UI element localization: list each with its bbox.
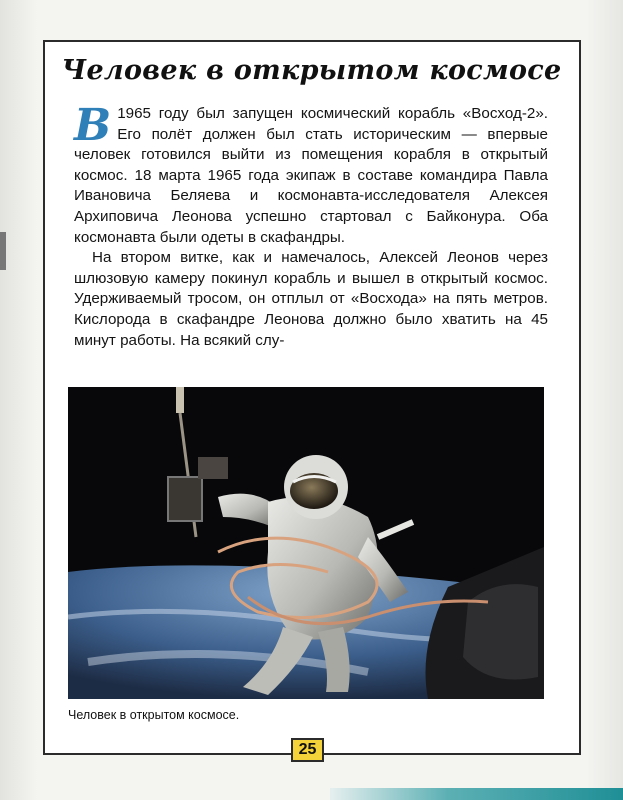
article-body — [74, 100, 548, 351]
drop-cap: В — [74, 100, 112, 151]
page-title: Человек в открытом космосе — [61, 55, 562, 86]
binding-mark — [0, 232, 6, 270]
spacewalk-photo — [68, 387, 544, 699]
teal-strip-decoration — [330, 788, 623, 800]
paragraph-1-text: 1965 году был запущен космический корабль «Восход-2». Его полёт должен был стать историческим — впервые человек готовился выйти из помещения корабля в открытый космос. 18 марта 1965 года экипаж в составе командира Павла Ивановича Беляева и космонавта-исследователя Алексея Архиповича Леонова успешно стартовал с Байконура. Оба космонавта были одеты в скафандры. — [74, 105, 548, 246]
page-number: 25 — [291, 738, 324, 762]
paragraph-1 — [74, 100, 548, 248]
paragraph-2: На втором витке, как и намечалось, Алексей Леонов через шлюзовую камеру покинул корабль и вышел в открытый космос. Удерживаемый тросом, он отплыл от «Восхода» на пять метров. Кислорода в скафандре Леонова должно было хватить на 45 минут работы. На всякий слу- — [74, 249, 548, 349]
photo-caption: Человек в открытом космосе. — [68, 708, 240, 722]
spacewalk-illustration — [68, 387, 544, 699]
